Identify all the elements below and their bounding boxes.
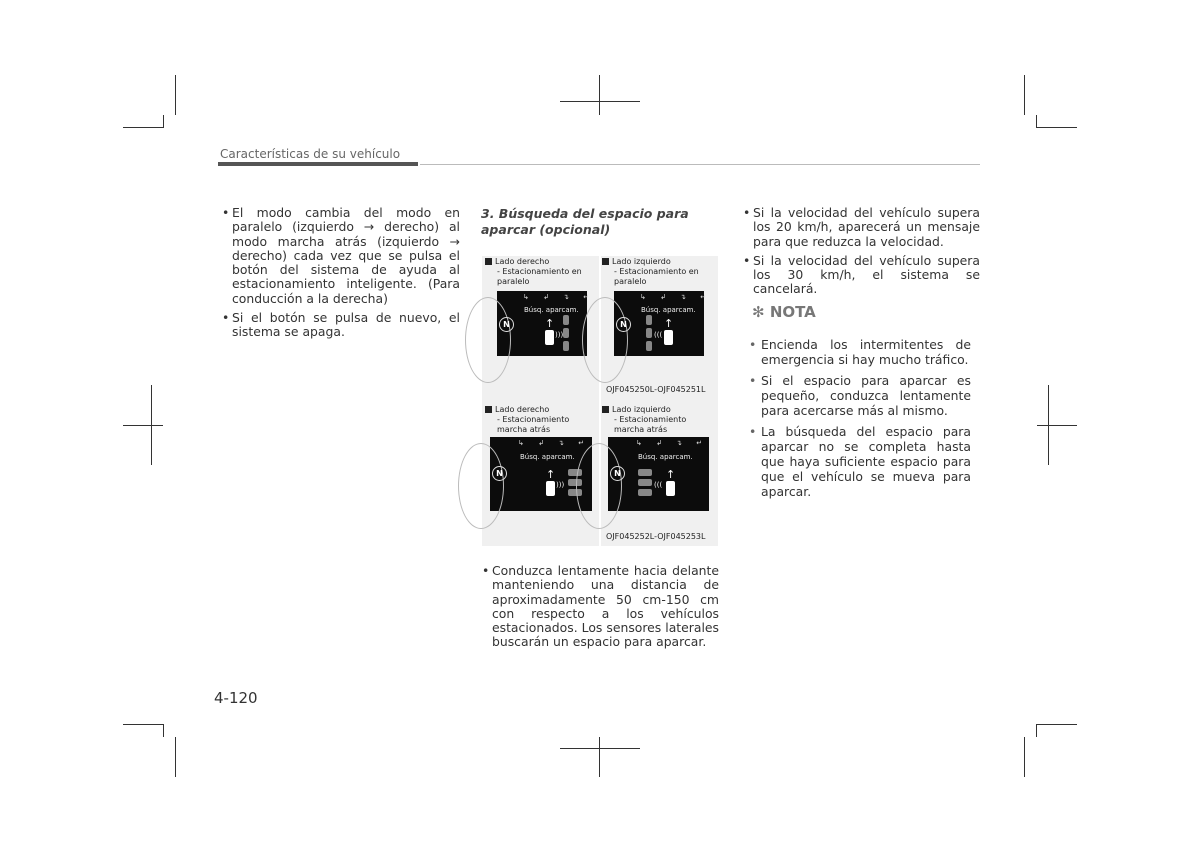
square-bullet-icon <box>602 258 609 265</box>
figure-caption <box>602 405 714 435</box>
page-number: 4-120 <box>214 689 258 707</box>
column-1 <box>221 206 460 345</box>
screen-text: Búsq. aparcam. <box>524 306 579 314</box>
registration-mark <box>599 737 600 777</box>
bullet-item: • Si la velocidad del vehículo supera los 20 km/h, aparecerá un mensaje para que reduzca la velocidad. <box>742 206 980 249</box>
gauge-arc <box>458 443 504 529</box>
crop-mark <box>1036 115 1037 128</box>
figure-caption <box>485 405 595 435</box>
caption-title: Lado izquierdo <box>612 257 671 266</box>
gear-n-badge: N <box>492 466 507 481</box>
square-bullet-icon <box>485 258 492 265</box>
crop-mark <box>163 115 164 128</box>
registration-mark <box>151 385 152 465</box>
caption-subtitle: - Estacionamiento marcha atrás <box>497 415 570 434</box>
figure-caption <box>602 257 714 287</box>
crop-mark <box>1037 724 1077 725</box>
figure-code: OJF045252L-OJF045253L <box>606 532 706 541</box>
figure-code: OJF045250L-OJF045251L <box>606 385 706 394</box>
arrow-up-icon: ↑ <box>546 468 556 481</box>
parked-car-icon <box>638 489 652 496</box>
gear-n-badge: N <box>616 317 631 332</box>
bullet-item: • Si el botón se pulsa de nuevo, el sistema se apaga. <box>221 311 460 340</box>
parked-car-icon <box>646 341 652 351</box>
registration-mark <box>123 425 163 426</box>
parked-car-icon <box>563 341 569 351</box>
sensor-waves-icon: ))) <box>556 481 565 489</box>
note-item: • Si el espacio para aparcar es pequeño, conduzca lentamente para acercarse más al mismo. <box>749 373 971 418</box>
note-item: • La búsqueda del espacio para aparcar no se completa hasta que haya suficiente espacio para que el vehículo se mueva para aparcar. <box>749 424 971 499</box>
parking-mode-icons: ↳ ↲ ↴ ↵ <box>523 293 596 301</box>
registration-mark <box>1048 385 1049 465</box>
bullet-item: • El modo cambia del modo en paralelo (izquierdo → derecho) al modo marcha atrás (izquierdo → derecho) cada vez que se pulsa el botón del sistema de ayuda al estacionamiento inteligente. (Para conducción a la derecha) <box>221 206 460 306</box>
parking-mode-icons: ↳ ↲ ↴ ↵ <box>640 293 713 301</box>
crop-mark <box>1024 75 1025 115</box>
registration-mark <box>560 101 640 102</box>
car-icon <box>545 330 554 345</box>
gear-n-badge: N <box>499 317 514 332</box>
parked-car-icon <box>646 328 652 338</box>
registration-mark <box>1037 425 1077 426</box>
crop-mark <box>123 127 163 128</box>
square-bullet-icon <box>602 406 609 413</box>
parked-car-icon <box>563 328 569 338</box>
parked-car-icon <box>638 469 652 476</box>
crop-mark <box>1037 127 1077 128</box>
arrow-up-icon: ↑ <box>664 317 674 330</box>
parked-car-icon <box>638 479 652 486</box>
note-title: NOTA <box>769 303 816 321</box>
sensor-waves-icon: ((( <box>654 481 663 489</box>
registration-mark <box>560 748 640 749</box>
caption-title: Lado derecho <box>495 405 550 414</box>
car-icon <box>664 330 673 345</box>
note-list <box>749 337 971 505</box>
caption-title: Lado izquierdo <box>612 405 671 414</box>
parked-car-icon <box>646 315 652 325</box>
header-rule <box>420 164 980 165</box>
gear-n-badge: N <box>610 466 625 481</box>
registration-mark <box>599 75 600 115</box>
arrow-up-icon: ↑ <box>666 468 676 481</box>
column-3 <box>742 206 980 302</box>
section-title: 3. Búsqueda del espacio para aparcar (opcional) <box>481 206 689 237</box>
note-item: • Encienda los intermitentes de emergencia si hay mucho tráfico. <box>749 337 971 367</box>
caption-subtitle: - Estacionamiento en paralelo <box>497 267 582 286</box>
parking-mode-icons: ↳ ↲ ↴ ↵ <box>518 439 591 447</box>
gauge-arc <box>582 297 628 383</box>
display-screen <box>614 291 713 356</box>
figure-panel <box>482 254 718 546</box>
note-heading <box>752 303 816 321</box>
crop-mark <box>163 724 164 737</box>
display-screen <box>608 437 709 511</box>
crop-mark <box>1024 737 1025 777</box>
screen-text: Búsq. aparcam. <box>638 453 693 461</box>
header-bar <box>218 162 418 166</box>
display-screen <box>497 291 596 356</box>
parking-mode-icons: ↳ ↲ ↴ ↵ <box>636 439 709 447</box>
parked-car-icon <box>563 315 569 325</box>
gauge-arc <box>576 443 622 529</box>
crop-mark <box>175 75 176 115</box>
caption-subtitle: - Estacionamiento marcha atrás <box>614 415 687 434</box>
caption-title: Lado derecho <box>495 257 550 266</box>
section-header: Características de su vehículo <box>220 147 401 161</box>
asterisk-icon: ✻ <box>752 303 765 321</box>
figure-caption <box>485 257 595 287</box>
bullet-item: • Conduzca lentamente hacia delante manteniendo una distancia de aproximadamente 50 cm-150 cm con respecto a los vehículos estacionados. Los sensores laterales buscarán un espacio para aparcar. <box>481 564 719 650</box>
car-icon <box>546 481 555 496</box>
sensor-waves-icon: ))) <box>555 331 564 339</box>
crop-mark <box>1036 724 1037 737</box>
crop-mark <box>123 724 163 725</box>
column-2-text <box>481 564 719 655</box>
arrow-up-icon: ↑ <box>545 317 555 330</box>
gauge-arc <box>465 297 511 383</box>
bullet-item: • Si la velocidad del vehículo supera los 30 km/h, el sistema se cancelará. <box>742 254 980 297</box>
screen-text: Búsq. aparcam. <box>641 306 696 314</box>
square-bullet-icon <box>485 406 492 413</box>
screen-text: Búsq. aparcam. <box>520 453 575 461</box>
crop-mark <box>175 737 176 777</box>
caption-subtitle: - Estacionamiento en paralelo <box>614 267 699 286</box>
sensor-waves-icon: ((( <box>654 331 663 339</box>
car-icon <box>666 481 675 496</box>
